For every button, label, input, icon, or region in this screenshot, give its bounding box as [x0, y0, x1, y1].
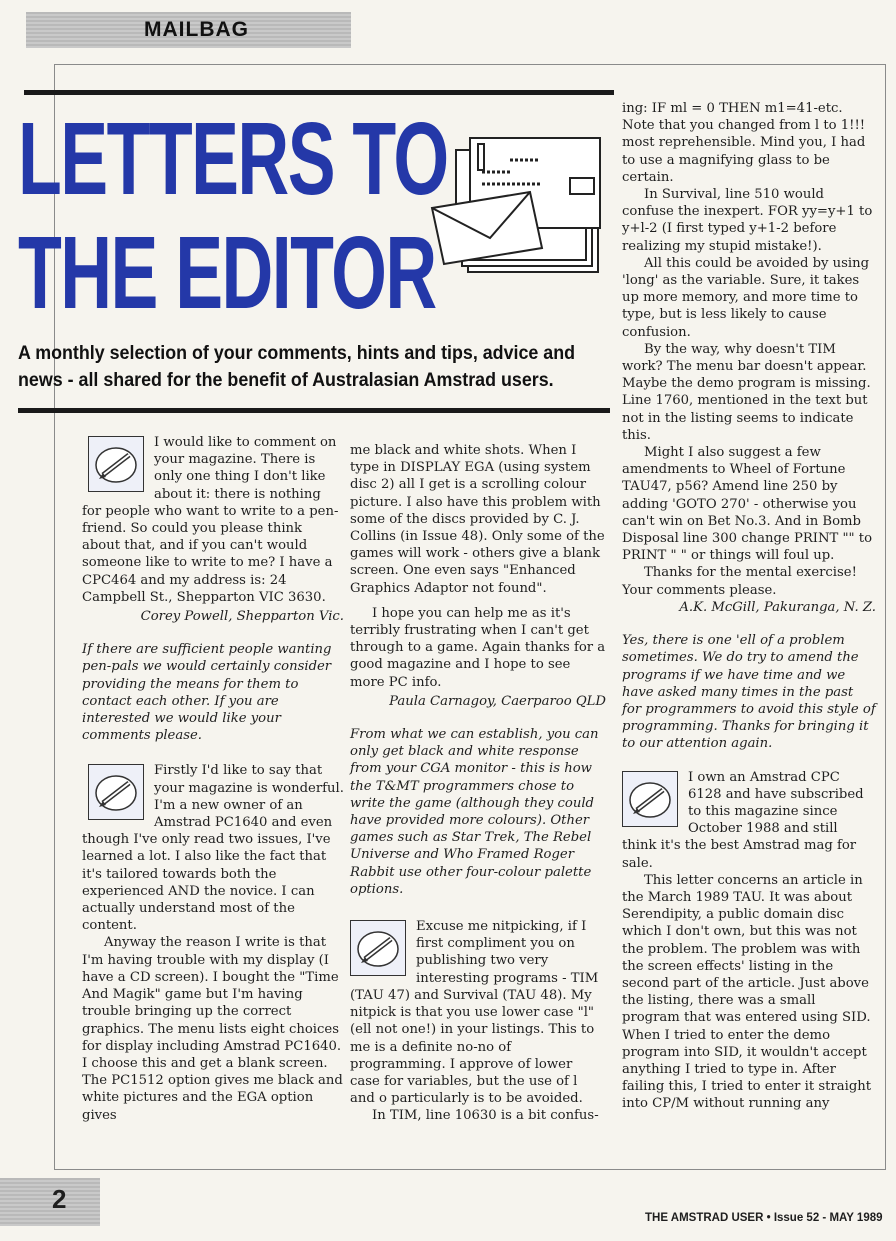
- letter-3-para-5: Might I also suggest a few amendments to Wheel of Fortune TAU47, p56? Amend line 250 by adding 'GOTO 270' - otherwise you can't win on Bet No.3. And in Bomb Disposal line 300 change PRINT "" to PRINT " " or things will foul up.: [622, 445, 873, 564]
- letter-icon: [622, 771, 678, 827]
- letter-2-body-cont: Anyway the reason I write is that I'm having trouble with my display (I have a CD screen). I bought the "Time And Magik" game but I'm having trouble bringing up the correct graphics. The menu lists eight choices for display including Amstrad PC1640. I choose this and get a blank screen. The PC1512 option gives me black and white pictures and the EGA option gives: [82, 935, 343, 1123]
- page-title-line-1: LETTERS TO: [18, 102, 448, 217]
- subtitle-rule: [18, 408, 610, 413]
- letter-4-body: I own an Amstrad CPC 6128 and have subscribed to this magazine since October 1988 and still think it's the best Amstrad mag for sale.: [622, 769, 864, 871]
- publication-footer: THE AMSTRAD USER • Issue 52 - MAY 1989: [645, 1212, 883, 1224]
- letter-icon: [88, 436, 144, 492]
- letter-2-signature: Paula Carnagoy, Caerparoo QLD: [389, 693, 606, 709]
- letter-3-para-4: By the way, why doesn't TIM work? The menu bar doesn't appear. Maybe the demo program is missing. Line 1760, mentioned in the text but not in the listing seems to indicate this.: [622, 341, 871, 443]
- column-1: [82, 434, 344, 1124]
- section-label: MAILBAG: [144, 18, 249, 41]
- letter-3-para-3: All this could be avoided by using 'long' as the variable. Sure, it takes up more memory, and more time to type, but is less likely to cause confusion.: [622, 255, 870, 340]
- letters-stack-illustration: [430, 130, 615, 280]
- letter-4-body-cont: This letter concerns an article in the March 1989 TAU. It was about Serendipity, a public domain disc which I don't own, but this was not the problem. The problem was with the screen effects' listing in the second part of the article. Just above the listing, there was a small program that was entered using SID. When I tried to enter the demo program into SID, it wouldn't accept anything I tried to type in. After failing this, I tried to enter it straight into CP/M without running any: [622, 872, 872, 1112]
- letter-2-continued: me black and white shots. When I type in DISPLAY EGA (using system disc 2) all I get is a scrolling colour picture. I also have this problem with some of the discs provided by C. J. Collins (in Issue 48). Only some of the games will work - others give a blank screen. One even says "Enhanced Graphics Adaptor not found".: [350, 443, 605, 596]
- letter-3-continued: ing: IF ml = 0 THEN m1=41-etc. Note that you changed from l to 1!!! most reprehensible. Mind you, I had to use a magnifying glass to be certain.: [622, 101, 866, 185]
- column-2: [350, 442, 606, 1125]
- page-title-line-2: THE EDITOR: [18, 216, 436, 331]
- editor-reply-2: From what we can establish, you can only get black and white response from your CGA monitor - this is how the T&MT programmers chose to write the game (although they could have provided more colours). Other games such as Star Trek, The Rebel Universe and Who Framed Roger Rabbit use other four-colour palette options.: [350, 727, 599, 897]
- pencil-on-paper-icon: [623, 772, 677, 826]
- editor-reply-3: Yes, there is one 'ell of a problem sometimes. We do try to amend the programs if we have time and we have asked many times in the past for programmers to avoid this style of programming. Thanks for bringing it to our attention again.: [622, 633, 876, 752]
- section-header-band: [26, 12, 351, 48]
- top-rule: [24, 90, 614, 95]
- page-subtitle: A monthly selection of your comments, hints and tips, advice and news - all shared for the benefit of Australasian Amstrad users.: [18, 343, 576, 391]
- letter-3-para-6: Thanks for the mental exercise! Your comments please.: [622, 565, 857, 598]
- pencil-on-paper-icon: [351, 921, 405, 975]
- letter-3-body: Excuse me nitpicking, if I first compliment you on publishing two very interesting programs - TIM (TAU 47) and Survival (TAU 48). My nitpick is that you use lower case "l" (ell not one!) in your listings. This to me is a definite no-no of programming. I approve of lower case for variables, but the use of l and o particularly is to be avoided.: [350, 919, 599, 1107]
- pencil-on-paper-icon: [89, 437, 143, 491]
- letter-1-body: I would like to comment on your magazine. There is only one thing I don't like about it: there is nothing for people who want to write to a pen-friend. So could you please think about that, and if you can't would someone like to write to me? I have a CPC464 and my address is: 24 Campbell St., Shepparton VIC 3630.: [82, 435, 339, 605]
- letter-3-signature: A.K. McGill, Pakuranga, N. Z.: [679, 599, 876, 615]
- page-number-band: [0, 1178, 100, 1226]
- column-3: [622, 100, 876, 1113]
- letter-2-closing: I hope you can help me as it's terribly frustrating when I can't get through to a game. Again thanks for a good magazine and I hope to see more PC info.: [350, 605, 606, 690]
- letter-icon: [88, 764, 144, 820]
- letter-2-body: Firstly I'd like to say that your magazine is wonderful. I'm a new owner of an Amstrad PC1640 and even though I've only read two issues, I've learned a lot. I also like the fact that it's tailored towards both the experienced AND the novice. I can actually understand most of the content.: [82, 763, 344, 934]
- page-number: 2: [52, 1184, 67, 1214]
- editor-reply-1: If there are sufficient people wanting pen-pals we would certainly consider providing the means for them to contact each other. If you are interested we would like your comments please.: [82, 642, 332, 744]
- letter-icon: [350, 920, 406, 976]
- letter-3-para-2: In Survival, line 510 would confuse the inexpert. FOR yy=y+1 to y+l-2 (I first typed y+1-2 before realizing my stupid mistake!).: [622, 187, 873, 254]
- letter-3-body-cont: In TIM, line 10630 is a bit confus-: [372, 1108, 599, 1124]
- pencil-on-paper-icon: [89, 765, 143, 819]
- letter-1-signature: Corey Powell, Shepparton Vic.: [140, 609, 344, 625]
